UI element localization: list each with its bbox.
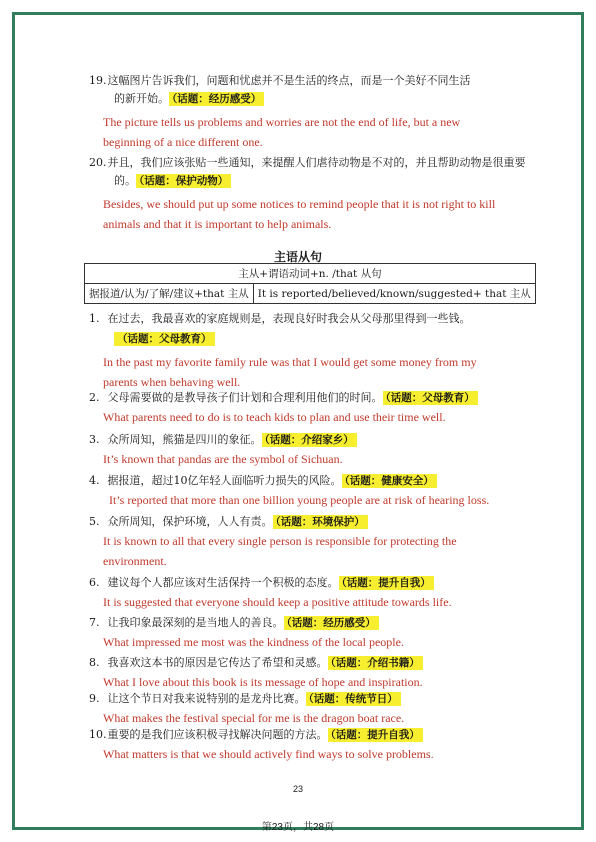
english-translation: What matters is that we should actively find ways to solve problems. (103, 747, 434, 761)
topic-tag: （话题：健康安全） (342, 474, 437, 488)
chinese-sentence: 8. 我喜欢这本书的原因是它传达了希望和灵感。 （话题：介绍书籍） (89, 654, 529, 672)
pattern-cell-chinese: 据报道/认为/了解/建议+that 主从 (85, 284, 254, 304)
english-translation: In the past my favorite family rule was that I would get some money from my (103, 355, 477, 369)
topic-tag: （话题：提升自我） (328, 728, 423, 742)
topic-tag: （话题：介绍书籍） (328, 656, 423, 670)
chinese-sentence-continued: 的。 （话题：保护动物） (89, 172, 529, 190)
english-translation: Besides, we should put up some notices to remind people that it is not right to kill (103, 197, 496, 211)
topic-tag: （话题：保护动物） (136, 174, 231, 188)
english-translation-continued: environment. (103, 554, 167, 568)
english-translation: The picture tells us problems and worries are not the end of life, but a new (103, 115, 461, 129)
english-translation: It is known to all that every single person is responsible for protecting the (103, 534, 457, 548)
english-translation-continued: parents when behaving well. (103, 375, 241, 389)
topic-tag: （话题：环境保护） (273, 515, 368, 529)
chinese-sentence: 19. 这幅图片告诉我们，问题和忧虑并不是生活的终点，而是一个美好不同生活 (89, 74, 471, 87)
sentence-item-20 (89, 154, 529, 234)
english-translation: What parents need to do is to teach kids to plan and use their time well. (103, 410, 446, 424)
topic-tag: （话题：传统节日） (306, 692, 401, 706)
sentence-item-9 (89, 690, 529, 728)
english-translation: What makes the festival special for me is the dragon boat race. (103, 711, 405, 725)
pattern-table (84, 263, 536, 304)
chinese-sentence-continued (89, 330, 529, 348)
topic-tag: （话题：介绍家乡） (262, 433, 357, 447)
english-translation: It’s reported that more than one billion young people are at risk of hearing loss. (109, 493, 490, 507)
sentence-item-7 (89, 614, 529, 652)
chinese-sentence: 7. 让我印象最深刻的是当地人的善良。 （话题：经历感受） (89, 614, 529, 632)
english-translation: What impressed me most was the kindness of the local people. (103, 635, 404, 649)
chinese-sentence-continued: 的新开始。 （话题：经历感受） (89, 90, 529, 108)
topic-tag: （话题：父母教育） (383, 391, 478, 405)
page-number: 23 (292, 784, 303, 794)
topic-tag: （话题：父母教育） (114, 332, 215, 346)
sentence-item-2 (89, 389, 529, 427)
chinese-sentence: 5. 众所周知，保护环境，人人有责。 （话题：环境保护） (89, 513, 529, 531)
chinese-sentence: 3. 众所周知，熊猫是四川的象征。 （话题：介绍家乡） (89, 431, 529, 449)
page-footer: 第23页，共28页 (261, 822, 335, 833)
english-translation: What I love about this book is its message of hope and inspiration. (103, 675, 423, 689)
topic-tag: （话题：经历感受） (284, 616, 379, 630)
english-translation-continued: animals and that it is important to help animals. (103, 217, 332, 231)
english-translation: It’s known that pandas are the symbol of Sichuan. (103, 452, 343, 466)
topic-tag: （话题：提升自我） (339, 576, 434, 590)
chinese-sentence: 1. 在过去，我最喜欢的家庭规则是，表现良好时我会从父母那里得到一些钱。 (89, 312, 471, 325)
english-translation: It is suggested that everyone should keep a positive attitude towards life. (103, 595, 452, 609)
chinese-sentence: 2. 父母需要做的是教导孩子们计划和合理利用他们的时间。 （话题：父母教育） (89, 389, 529, 407)
sentence-item-5 (89, 513, 529, 571)
chinese-sentence: 10. 重要的是我们应该积极寻找解决问题的方法。 （话题：提升自我） (89, 726, 529, 744)
pattern-cell-english: It is reported/believed/known/suggested+ that 主从 (253, 284, 535, 304)
sentence-item-1 (89, 310, 529, 392)
sentence-item-6 (89, 574, 529, 612)
sentence-item-19 (89, 72, 529, 152)
sentence-item-3 (89, 431, 529, 469)
english-translation-continued: beginning of a nice different one. (103, 135, 263, 149)
chinese-sentence: 9. 让这个节日对我来说特别的是龙舟比赛。 （话题：传统节日） (89, 690, 529, 708)
section-title: 主语从句 (273, 250, 322, 264)
sentence-item-4 (89, 472, 529, 510)
chinese-sentence: 4. 据报道，超过10亿年轻人面临听力损失的风险。 （话题：健康安全） (89, 472, 529, 490)
chinese-sentence: 20. 并且，我们应该张贴一些通知，来提醒人们虐待动物是不对的，并且帮助动物是很重要 (89, 156, 526, 169)
sentence-item-10 (89, 726, 529, 764)
pattern-row-1: 主从+谓语动词+n. /that 从句 (85, 264, 536, 284)
sentence-item-8 (89, 654, 529, 692)
topic-tag: （话题：经历感受） (169, 92, 264, 106)
chinese-sentence: 6. 建议每个人都应该对生活保持一个积极的态度。 （话题：提升自我） (89, 574, 529, 592)
